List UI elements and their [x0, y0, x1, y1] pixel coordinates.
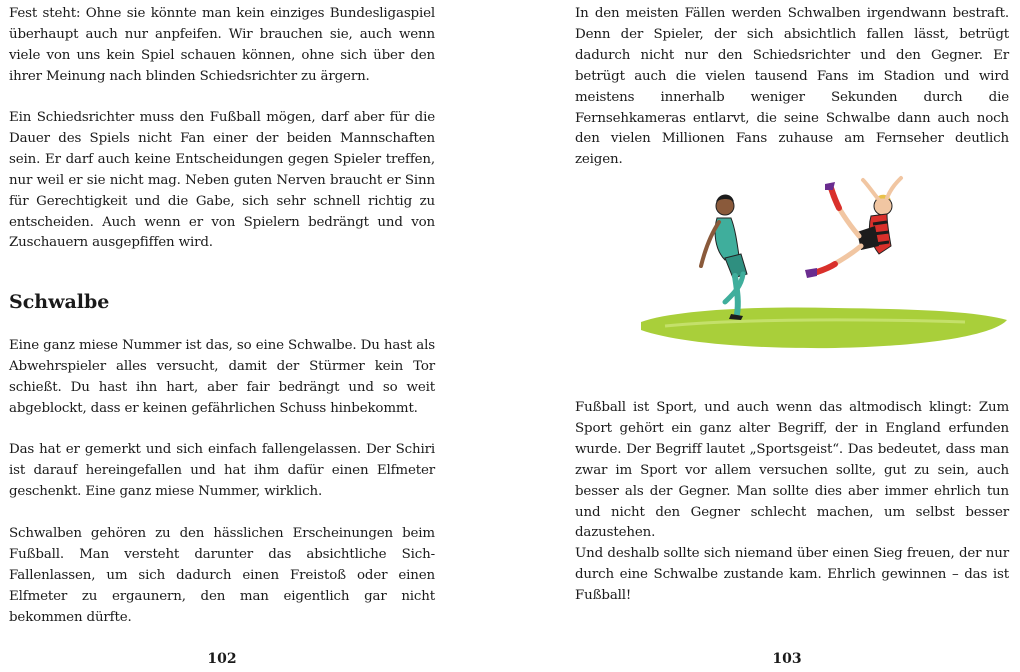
striker-arm-up — [887, 178, 901, 198]
defender-figure — [701, 195, 747, 321]
page-number-left: 102 — [207, 651, 237, 667]
paragraph-referee-qualities: Ein Schiedsrichter muss den Fußball mögen, darf aber für die Dauer des Spiels nicht Fan einer der beiden Mannschaften sein. Er darf auch keine Entscheidungen gegen Spieler treffen, nur weil er sie nicht mag. Neben guten Nerven braucht er Sinn für Gerechtigkeit und die Gabe, sich sehr schnell richtig zu entscheiden. Auch wenn er von Spielern bedrängt und von Zuschauern ausgepfiffen wird. — [9, 110, 435, 251]
paragraph-referee-intro: Fest steht: Ohne sie könnte man kein einziges Bundesligaspiel überhaupt auch nur anpfeifen. Wir brauchen sie, auch wenn viele von uns kein Spiel schauen können, ohne sich über den ihrer Meinung nach blinden Schiedsrichter zu ärgern. — [9, 6, 435, 84]
right-page — [510, 0, 1020, 672]
striker-boot-down — [805, 268, 817, 278]
football-dive-illustration — [635, 170, 1015, 360]
striker-sock-down — [817, 264, 835, 272]
striker-figure — [805, 178, 901, 278]
page-number-right: 103 — [772, 651, 802, 667]
defender-leg-front — [735, 276, 738, 314]
striker-arm-back — [863, 180, 879, 200]
striker-sock-up — [831, 188, 839, 208]
paragraph-schwalbe-intro: Eine ganz miese Nummer ist das, so eine Schwalbe. Du hast als Abwehrspieler alles versucht, damit der Stürmer kein Tor schießt. Du hast ihn hart, aber fair bedrängt und so weit abgeblockt, dass er keinen gefährlichen Schuss hinbekommt. — [9, 338, 435, 416]
paragraph-schwalbe-punished: In den meisten Fällen werden Schwalben irgendwann bestraft. Denn der Spieler, der sich absichtlich fallen lässt, betrügt dadurch nicht nur den Schiedsrichter und den Gegner. Er betrügt auch die vielen tausend Fans im Stadion und wird meistens innerhalb weniger Sekunden durch die Fernsehkameras entlarvt, die seine Schwalbe dann auch noch den vielen Millionen Fans zuhause am Fernseher deutlich zeigen. — [575, 6, 1009, 168]
paragraph-sportsgeist: Fußball ist Sport, und auch wenn das altmodisch klingt: Zum Sport gehört ein ganz alter Begriff, der in England erfunden wurde. Der Begriff lautet „Sportsgeist“. Das bedeutet, dass man zwar im Sport vor allem versuchen sollte, gut zu sein, auch besser als der Gegner. Man sollte dies aber immer ehrlich tun und nicht den Gegner schlecht machen, um selbst besser dazustehen. — [575, 400, 1009, 541]
paragraph-schwalbe-definition: Schwalben gehören zu den hässlichen Erscheinungen beim Fußball. Man versteht darunter das absichtliche Sich-Fallenlassen, um sich dadurch einen Freistoß oder einen Elfmeter zu ergaunern, den man eigentlich gar nicht bekommen dürfte. — [9, 526, 435, 625]
paragraph-schwalbe-penalty: Das hat er gemerkt und sich einfach fallengelassen. Der Schiri ist darauf hereingefallen und hat ihm dafür einen Elfmeter geschenkt. Eine ganz miese Nummer, wirklich. — [9, 442, 435, 499]
section-heading-schwalbe: Schwalbe — [9, 291, 110, 313]
grass-patch — [641, 308, 1007, 349]
paragraph-conclusion: Und deshalb sollte sich niemand über einen Sieg freuen, der nur durch eine Schwalbe zustande kam. Ehrlich gewinnen – das ist Fußball! — [575, 546, 1009, 603]
